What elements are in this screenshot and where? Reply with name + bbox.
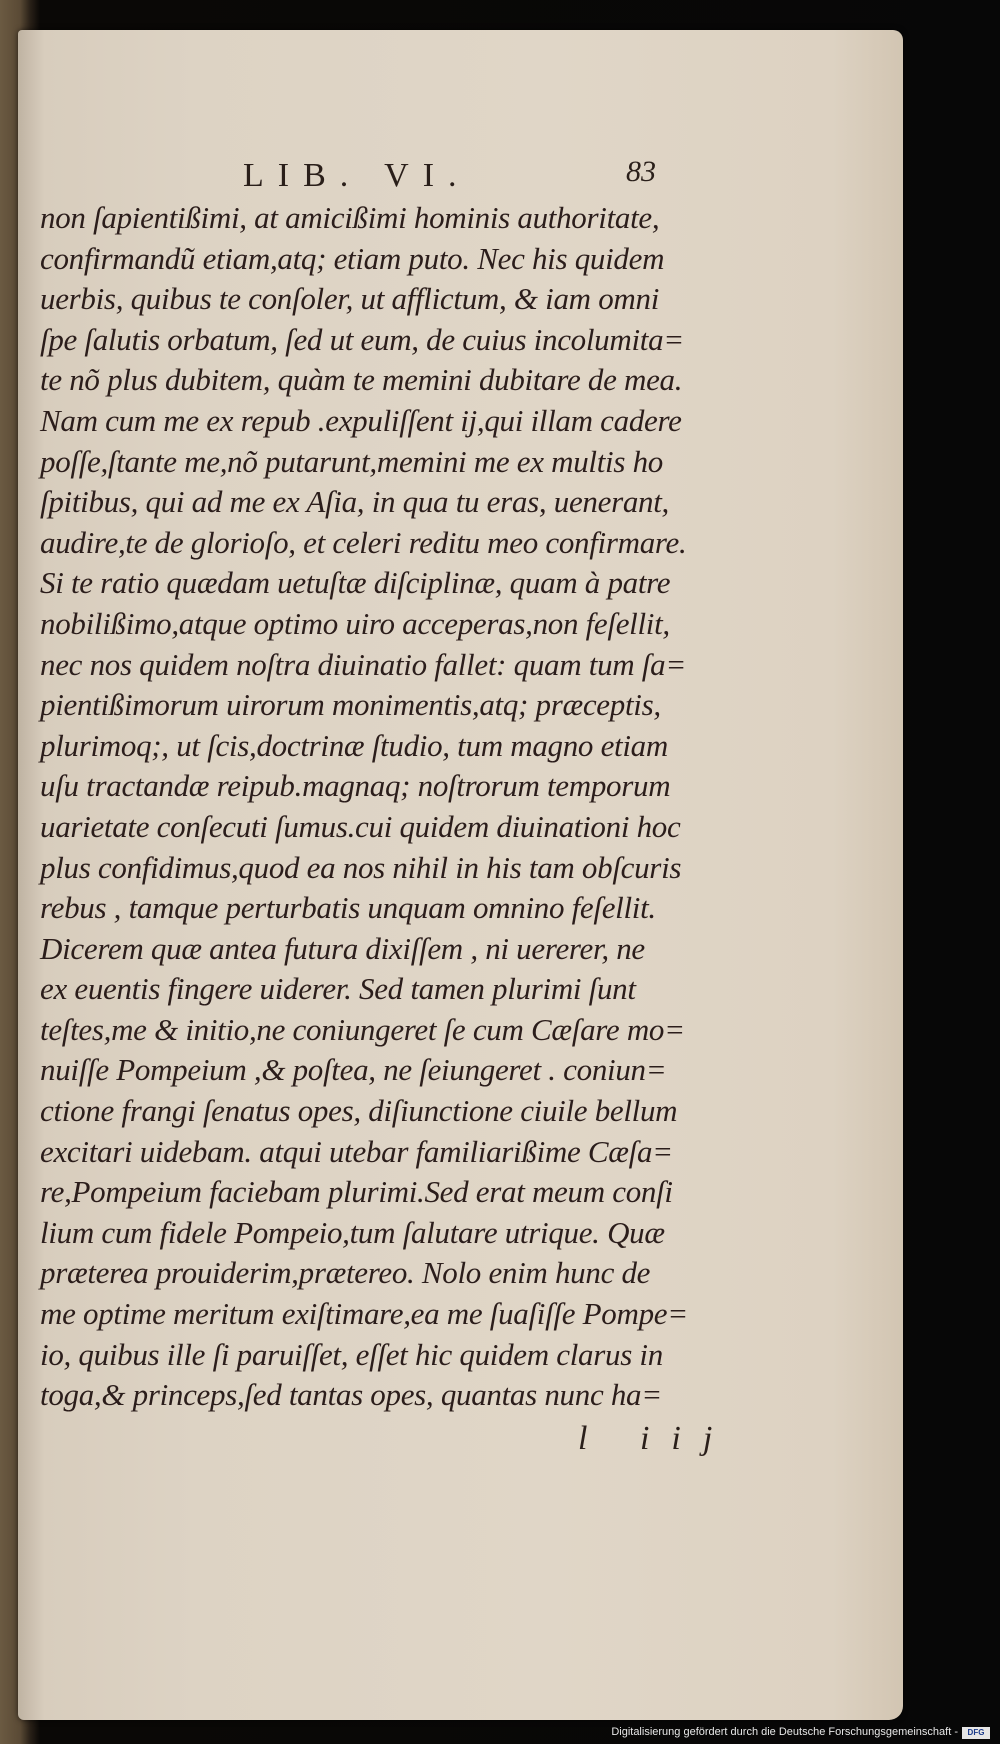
text-line: io, quibus ille ſi paruiſſet, eſſet hic quidem clarus in (40, 1336, 663, 1372)
text-line: ſpitibus, qui ad me ex Aſia, in qua tu eras, uenerant, (40, 484, 670, 520)
text-line: Si te ratio quædam uetuſtæ diſciplinæ, quam à patre (40, 565, 671, 601)
text-line: ctione frangi ſenatus opes, diſiunctione ciuile bellum (40, 1093, 678, 1129)
text-line: ſpe ſalutis orbatum, ſed ut eum, de cuius incolumita= (40, 321, 684, 357)
text-line: præterea prouiderim,prætereo. Nolo enim hunc de (40, 1255, 651, 1291)
text-line: ex euentis fingere uiderer. Sed tamen plurimi ſunt (40, 971, 636, 1007)
text-line: nec nos quidem noſtra diuinatio fallet: quam tum ſa= (40, 646, 686, 682)
text-line: re,Pompeium faciebam plurimi.Sed erat meum conſi (40, 1174, 673, 1210)
text-line: me optime meritum exiſtimare,ea me ſuaſiſſe Pompe= (40, 1296, 688, 1332)
page-number: 83 (626, 155, 656, 188)
text-line: poſſe,ſtante me,nõ putarunt,memini me ex multis ho (40, 443, 663, 479)
text-line: plurimoq;, ut ſcis,doctrinæ ſtudio, tum magno etiam (40, 727, 668, 763)
digitization-credit: Digitalisierung gefördert durch die Deutsche Forschungsgemeinschaft - (611, 1726, 958, 1738)
text-line: te nõ plus dubitem, quàm te memini dubitare de mea. (40, 362, 683, 398)
text-line: pientißimorum uirorum monimentis,atq; præceptis, (40, 687, 661, 723)
page-body-text (40, 198, 700, 1416)
text-line: audire,te de glorioſo, et celeri reditu meo confirmare. (40, 524, 687, 560)
text-line: confirmandũ etiam,atq; etiam puto. Nec his quidem (40, 240, 665, 276)
dfg-logo: DFG (962, 1727, 990, 1739)
text-line: Dicerem quæ antea futura dixiſſem , ni uererer, ne (40, 930, 645, 966)
text-line: plus confidimus,quod ea nos nihil in his tam obſcuris (40, 849, 682, 885)
text-line: Nam cum me ex repub .expuliſſent ij,qui illam cadere (40, 402, 682, 438)
text-line: uſu tractandæ reipub.magnaq; noſtrorum temporum (40, 768, 671, 804)
text-line: nuiſſe Pompeium ,& poſtea, ne ſeiungeret . coniun= (40, 1052, 667, 1088)
text-line: nobilißimo,atque optimo uiro acceperas,non feſellit, (40, 605, 670, 641)
text-line: lium cum fidele Pompeio,tum ſalutare utrique. Quæ (40, 1214, 665, 1250)
book-page (18, 30, 903, 1720)
text-line: excitari uidebam. atqui utebar familiarißime Cæſa= (40, 1133, 673, 1169)
text-line: rebus , tamque perturbatis unquam omnino feſellit. (40, 890, 656, 926)
signature-mark: l iij (578, 1420, 735, 1457)
text-line: teſtes,me & initio,ne coniungeret ſe cum Cæſare mo= (40, 1011, 685, 1047)
running-head: LIB. VI. (243, 157, 471, 194)
text-line: toga,& princeps,ſed tantas opes, quantas nunc ha= (40, 1377, 662, 1413)
text-line: uarietate conſecuti ſumus.cui quidem diuinationi hoc (40, 808, 681, 844)
text-line: uerbis, quibus te conſoler, ut afflictum, & iam omni (40, 281, 660, 317)
text-line: non ſapientißimi, at amicißimi hominis authoritate, (40, 200, 660, 235)
